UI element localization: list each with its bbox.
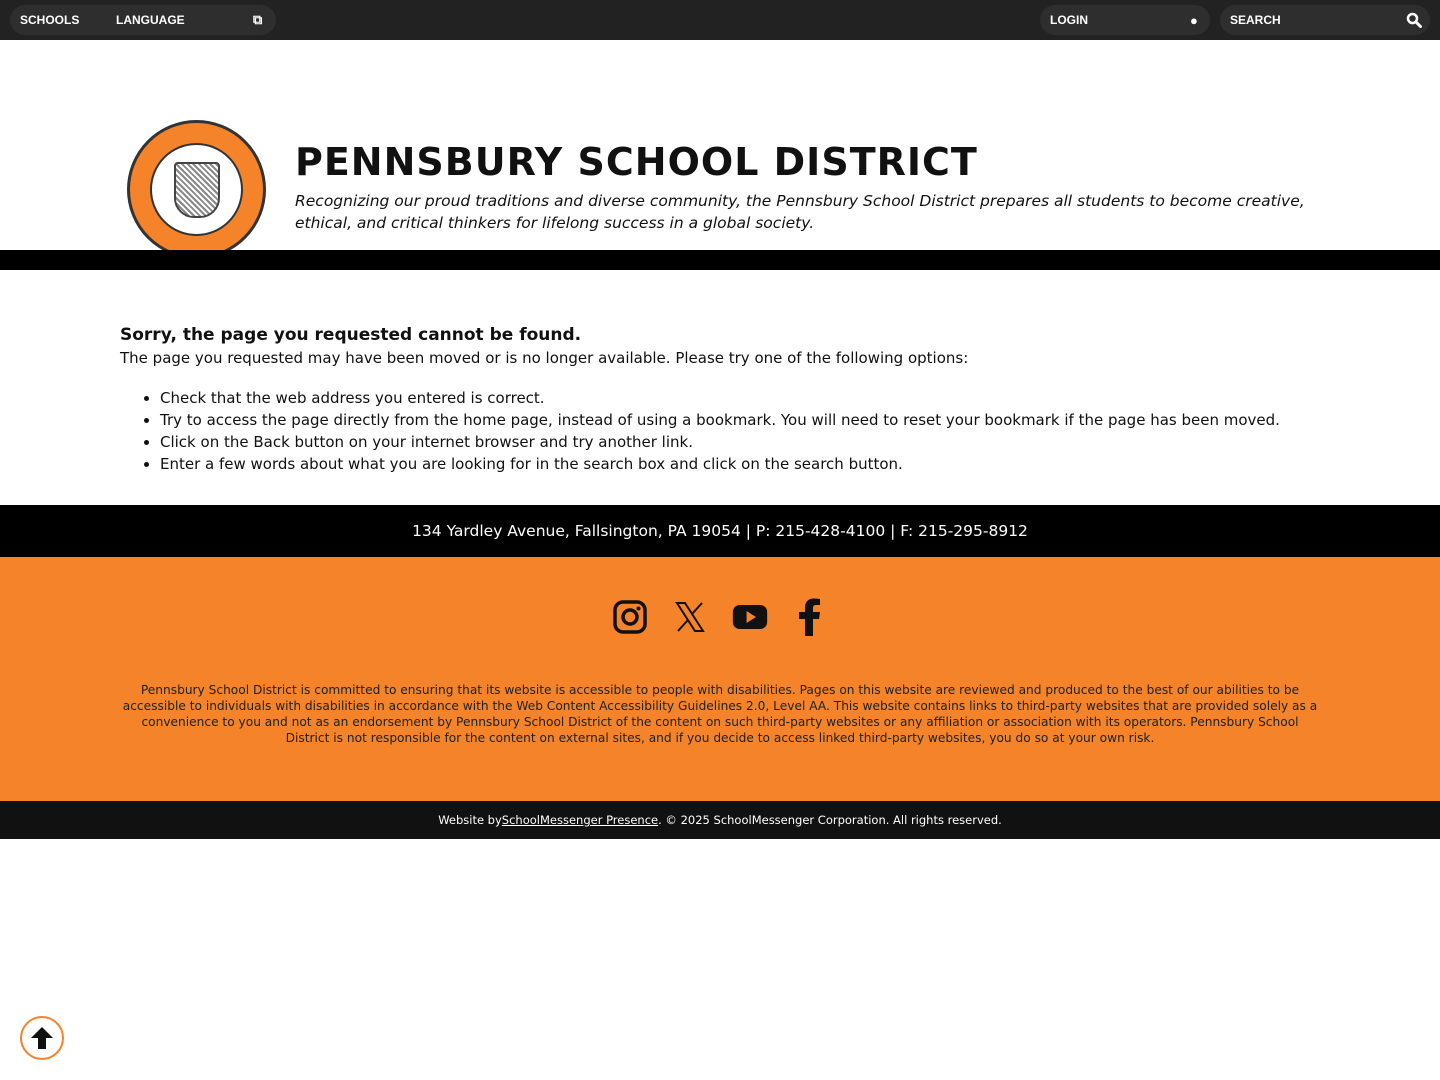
vendor-link[interactable]: SchoolMessenger Presence bbox=[501, 813, 659, 827]
top-bar bbox=[0, 0, 1440, 40]
error-content bbox=[120, 325, 1320, 475]
search-input[interactable] bbox=[1220, 5, 1430, 35]
site-title[interactable]: PENNSBURY SCHOOL DISTRICT bbox=[295, 140, 978, 184]
instagram-icon[interactable] bbox=[612, 597, 648, 637]
login-label: LOGIN bbox=[1050, 13, 1088, 27]
website-by-label: Website by bbox=[438, 813, 502, 827]
back-to-top-button[interactable] bbox=[20, 1016, 64, 1060]
options-list bbox=[160, 387, 1320, 475]
footer-address: 134 Yardley Avenue, Fallsington, PA 19054 | P: 215-428-4100 | F: 215-295-8912 bbox=[0, 505, 1440, 557]
facebook-icon[interactable] bbox=[792, 597, 828, 637]
social-links bbox=[0, 597, 1440, 637]
list-item: • Enter a few words about what you are looking for in the search box and click on the search button. bbox=[160, 453, 1320, 475]
site-tagline: Recognizing our proud traditions and diverse community, the Pennsbury School District prepares all students to become creative, ethical, and critical thinkers for lifelong success in a global society. bbox=[295, 192, 1305, 232]
accessibility-disclaimer: Pennsbury School District is committed to ensuring that its website is accessible to people with disabilities. Pages on this website are reviewed and produced to the best of our abilities to be accessible to individuals with disabilities in accordance with the Web Content Accessibility Guidelines 2.0, Level AA. This website contains links to third-party websites that are provided solely as a convenience to you and not as an endorsement by Pennsbury School District of the content on such third-party websites or any affiliation or association with its operators. Pennsbury School District is not responsible for the content on external sites, and if you decide to access linked third-party websites, you do so at your own risk. bbox=[122, 683, 1318, 745]
header-divider bbox=[0, 250, 1440, 270]
site-header bbox=[0, 40, 1440, 250]
list-item: • Click on the Back button on your internet browser and try another link. bbox=[160, 431, 1320, 453]
copyright-text: . © 2025 SchoolMessenger Corporation. All rights reserved. bbox=[658, 813, 1002, 827]
language-menu-button[interactable]: LANGUAGE bbox=[116, 13, 185, 27]
error-heading: Sorry, the page you requested cannot be found. bbox=[120, 325, 582, 345]
user-icon: ● bbox=[1190, 12, 1198, 28]
list-item: • Check that the web address you entered is correct. bbox=[160, 387, 1320, 409]
search-placeholder: SEARCH bbox=[1230, 13, 1281, 27]
search-icon[interactable] bbox=[1406, 12, 1422, 31]
list-item: • Try to access the page directly from the home page, instead of using a bookmark. You will need to reset your bookmark if the page has been moved. bbox=[160, 409, 1320, 431]
error-intro: The page you requested may have been moved or is no longer available. Please try one of the following options: bbox=[120, 349, 969, 367]
district-seal-logo[interactable] bbox=[127, 120, 266, 259]
schools-language-group bbox=[10, 5, 276, 35]
x-twitter-icon[interactable] bbox=[672, 597, 708, 637]
arrow-up-icon bbox=[29, 1025, 55, 1051]
footer bbox=[0, 557, 1440, 801]
schools-menu-button[interactable]: SCHOOLS bbox=[20, 13, 80, 27]
login-button[interactable] bbox=[1040, 5, 1210, 35]
translate-icon[interactable]: ⧉ bbox=[253, 12, 263, 27]
youtube-icon[interactable] bbox=[732, 597, 768, 637]
copyright-bar bbox=[0, 801, 1440, 839]
